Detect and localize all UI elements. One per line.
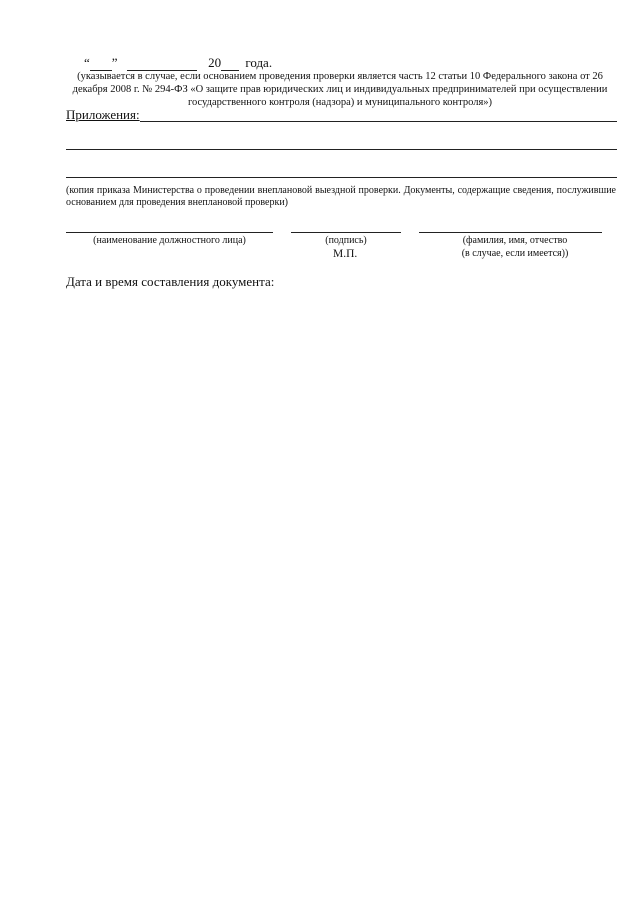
close-quote: ” <box>111 55 118 70</box>
full-name-caption: (фамилия, имя, отчество <box>462 235 568 246</box>
appendices-line-2 <box>66 149 617 150</box>
signature-caption: (подпись) <box>325 235 367 246</box>
full-name-line <box>419 232 602 233</box>
signature-line <box>291 232 401 233</box>
appendices-line-1 <box>140 121 617 122</box>
document-datetime-label: Дата и время составления документа: <box>66 274 275 289</box>
date-suffix: года. <box>245 55 273 70</box>
stamp-label: М.П. <box>333 248 358 260</box>
open-quote: “ <box>84 55 90 70</box>
date-line <box>84 55 272 71</box>
official-caption: (наименование должностного лица) <box>93 235 246 246</box>
legal-basis-note: (указывается в случае, если основанием проведения проверки является часть 12 статьи 10 Федерального закона от 26 декабря 2008 г. № 294-ФЗ «О защите прав юридических лиц и индивидуальных предпринимателей при осуществлении государственного контроля (надзора) и муниципального контроля») <box>72 71 608 108</box>
appendices-label: Приложения: <box>66 107 140 122</box>
official-name-line <box>66 232 273 233</box>
patronymic-caption: (в случае, если имеется)) <box>461 248 569 259</box>
appendices-line-3 <box>66 177 617 178</box>
copy-note: (копия приказа Министерства о проведении внеплановой выездной проверки. Документы, содержащие сведения, послужившие основанием для проведения внеплановой проверки) <box>66 185 616 208</box>
year-prefix: 20 <box>208 55 222 70</box>
